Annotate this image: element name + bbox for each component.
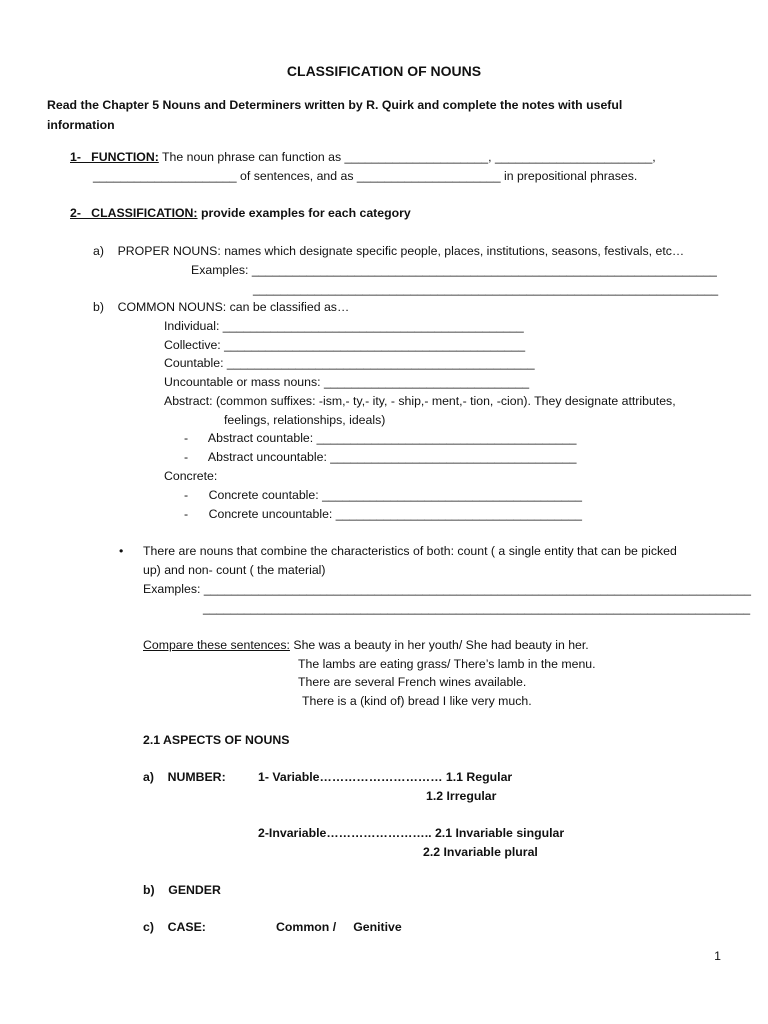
function-text: The noun phrase can function as _____________________, _______________________, [158,150,656,164]
aspects-heading: 2.1 ASPECTS OF NOUNS [143,733,290,747]
proper-nouns-line: a) PROPER NOUNS: names which designate specific people, places, institutions, seasons, festivals, etc… [93,244,685,258]
abstract-countable-line: - Abstract countable: ______________________________________ [184,431,577,445]
abstract-line-1: Abstract: (common suffixes: -ism,- ty,- ity, - ship,- ment,- tion, -cion). They designate attributes, [164,394,676,408]
page-number: 1 [714,949,721,963]
function-label: 1- FUNCTION: [70,150,159,164]
compare-line-1 [143,639,589,651]
function-line-2: _____________________ of sentences, and as _____________________ in prepositional phrases. [93,169,638,183]
proper-nouns-examples-1: Examples: ____________________________________________________________________ [191,263,717,277]
compare-sentence-4: There is a (kind of) bread I like very much. [302,694,532,708]
classification-line [70,207,411,219]
intro-line-2: information [47,118,115,132]
bullet-line-1: There are nouns that combine the characteristics of both: count ( a single entity that can be picked [143,544,677,558]
concrete-line: Concrete: [164,469,218,483]
bullet-line-2: up) and non- count ( the material) [143,563,326,577]
countable-line: Countable: _____________________________________________ [164,356,535,370]
abstract-line-2: feelings, relationships, ideals) [224,413,386,427]
common-nouns-heading: b) COMMON NOUNS: can be classified as… [93,300,350,314]
intro-line-1: Read the Chapter 5 Nouns and Determiners written by R. Quirk and complete the notes with useful [47,98,623,112]
function-line-1 [70,151,656,163]
individual-line: Individual: ____________________________________________ [164,319,524,333]
compare-sentence-1: She was a beauty in her youth/ She had beauty in her. [289,638,589,652]
compare-sentence-3: There are several French wines available. [298,675,527,689]
bullet-icon: • [119,544,124,558]
invariable-line: 2-Invariable…………………….. 2.1 Invariable singular [258,826,565,840]
variable-line: 1- Variable………………………… 1.1 Regular [258,770,513,784]
compare-sentence-2: The lambs are eating grass/ There’s lamb in the menu. [298,657,596,671]
case-label: c) CASE: [143,920,206,934]
bullet-examples-2: ________________________________________________________________________________ [203,601,751,615]
case-values: Common / Genitive [276,920,402,934]
classification-label: 2- CLASSIFICATION: [70,206,198,220]
compare-label: Compare these sentences: [143,638,290,652]
uncountable-line: Uncountable or mass nouns: ______________________________ [164,375,530,389]
collective-line: Collective: ____________________________________________ [164,338,526,352]
invariable-plural-line: 2.2 Invariable plural [423,845,538,859]
concrete-countable-line: - Concrete countable: ______________________________________ [184,488,582,502]
page-title: CLASSIFICATION OF NOUNS [286,63,482,79]
gender-line: b) GENDER [143,883,221,897]
abstract-uncountable-line: - Abstract uncountable: ____________________________________ [184,450,577,464]
number-label: a) NUMBER: [143,770,226,784]
classification-text: provide examples for each category [197,206,411,220]
irregular-line: 1.2 Irregular [426,789,497,803]
proper-nouns-examples-2: ____________________________________________________________________ [253,282,719,296]
concrete-uncountable-line: - Concrete uncountable: ____________________________________ [184,507,582,521]
bullet-examples-1: Examples: ________________________________________________________________________________ [143,582,751,596]
